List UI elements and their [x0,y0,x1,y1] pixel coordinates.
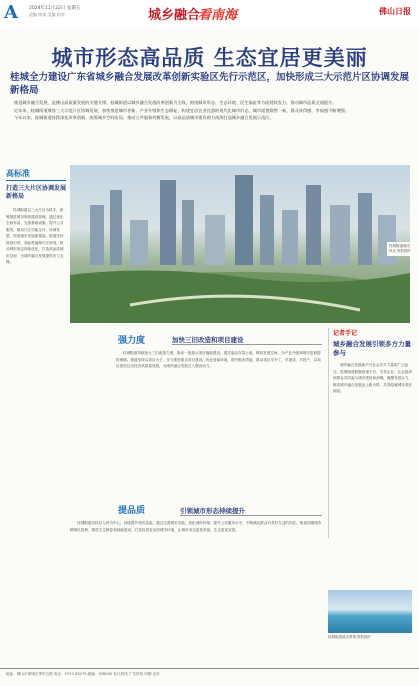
section-title: 引领城市形态持续提升 [180,506,322,516]
lead-paragraph: 今年以来，桂城街道持续深化改革创新，统筹城乡空间布局，推动公共服务均衡发展，以高品质城市建设助力南海打造城乡融合发展示范区。 [14,115,274,120]
section-subtitle: 看南海 [198,8,238,23]
photo-caption: 桂城街道城市风光 资料图片 [387,242,415,256]
page-footer: 地址：佛山市禅城区季华五路 电话：0757-83279 邮编：528000 发行热线 广告热线 印刷 定价 [0,668,419,686]
article-column [116,350,322,495]
reporter-note-box [328,328,414,538]
waterfront-photo [328,590,412,633]
masthead [0,0,419,30]
newspaper-logo: 佛山日报 [379,7,411,16]
note-text: 城乡融合发展离不开社会各方力量的广泛参与。桂城街道积极搭建平台，引导企业、社会组织和群众共同参与城市建设和治理，凝聚发展合力，推动城乡融合发展迈上新台阶，共同绘就城市美好画卷。 [333,363,413,393]
section-title: 城乡融合 [148,8,201,23]
skyline-illustration [70,165,410,323]
section-tag: 提品质 [118,506,146,516]
left-column [6,168,66,508]
lead-paragraphs [6,99,414,154]
lead-paragraph: 推进城乡融合发展，是佛山高质量发展的关键支撑。桂城街道以城乡融合发展改革创新为主线，围绕城市形态、生态环境、民生福祉等方面持续发力，推动城市品质全面提升。 [14,100,337,105]
page-headline: 城市形态高品质 生态宜居更美丽 [51,45,368,70]
section-title: 加快三旧改造和项目建设 [172,335,322,345]
article-text: 桂城街道持续加大三旧改造力度，推动一批重点项目落地建设。通过盘活存量土地，释放发展空间，为产业升级和城市更新提供保障。街道坚持以项目为王，全力推进重点项目建设，优化营商环境，提升服务效能，推动项目早开工、早建成、早投产，以项目建设拉动经济高质量发展，为城乡融合发展注入强劲动力。 [116,351,321,368]
article-column [70,520,322,665]
city-skyline-photo [70,165,410,323]
photo-caption: 桂城街道滨水景观 资料图片 [328,635,372,639]
article-text: 桂城街道以三大片区为抓手，统筹推进城市规划建设管理。通过优化空间布局、完善基础设施、提升公共服务，推动片区功能互补、协调发展，形成城市发展新格局。街道坚持规划引领，高标准编制片区规划，推动城市形态持续优化，打造高品质城市空间，为城乡融合发展提供有力支撑。 [6,208,64,264]
note-tag: 记者手记 [333,330,358,337]
page-letter: A [4,2,18,23]
editor-meta: 责编 阅读 美编 校对 [29,12,65,17]
section-title: 打造三大片区协调发展新格局 [6,185,66,200]
section-tag: 高标准 [6,168,66,181]
page-subheadline: 桂城全力建设广东省城乡融合发展改革创新实验区先行示范区，加快形成三大示范片区协调发展新格局 [10,72,410,96]
article-text: 桂城街道坚持以人民为中心，持续提升城市品质。通过完善城市功能、美化城市环境、提升公共服务水平，不断满足群众对美好生活的向往。街道加强城市精细化管理，推进生态修复和绿地建设，打造宜居宜业的城市环境，让城市形态更加美丽，生态更加宜居。 [70,521,322,532]
issue-date: 2024年11月22日 星期五 [29,6,81,11]
section-tag: 强力度 [118,336,146,346]
lead-paragraph: 近年来，桂城街道聚焦三大示范片区协调发展，加快推进城市更新、产业升级和生态修复，构建宜居宜业宜游的现代化城市形态，城市面貌焕然一新，群众获得感、幸福感不断增强。 [14,107,350,113]
note-title: 城乡融合发展引领多方力量参与 [333,340,411,357]
